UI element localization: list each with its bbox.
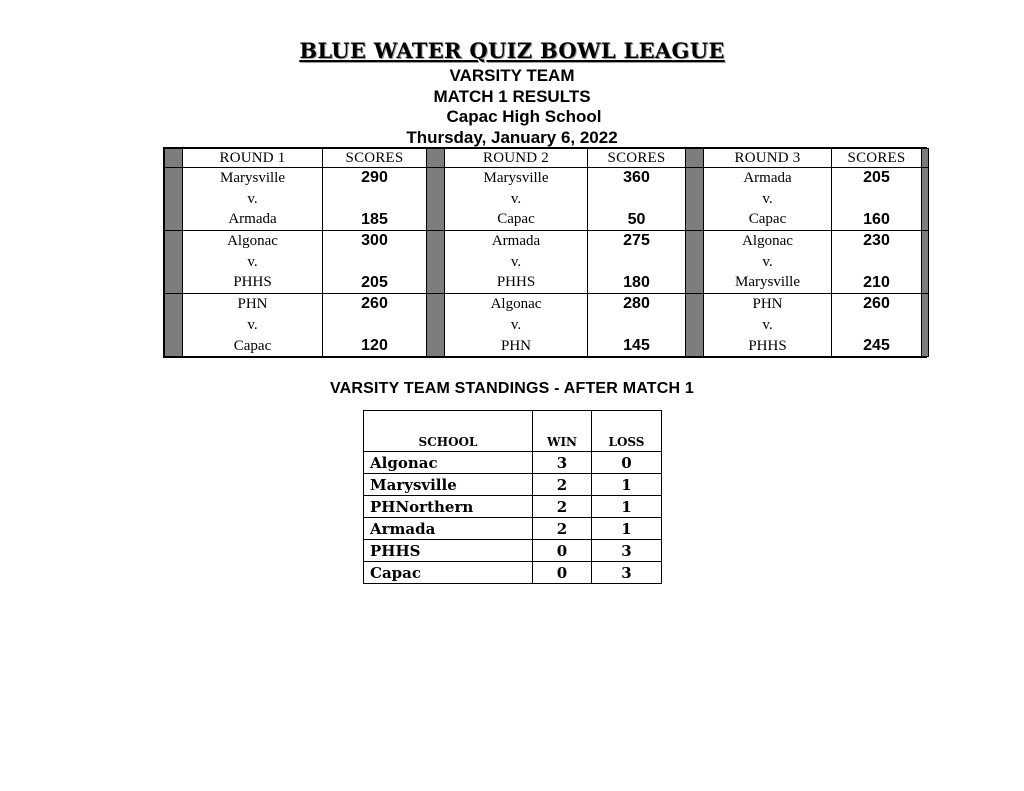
versus-label: v. bbox=[247, 190, 258, 207]
results-row bbox=[165, 168, 929, 231]
round3-header: ROUND 3 bbox=[704, 149, 832, 168]
score-cell bbox=[588, 168, 686, 231]
league-title: BLUE WATER QUIZ BOWL LEAGUE bbox=[299, 38, 725, 63]
gray-spacer bbox=[686, 231, 704, 294]
score-value: 230 bbox=[863, 232, 890, 250]
team-name: Armada bbox=[743, 170, 792, 186]
versus-label: v. bbox=[510, 316, 522, 333]
results-row bbox=[165, 294, 929, 357]
gray-spacer bbox=[427, 294, 445, 357]
score-cell bbox=[832, 168, 922, 231]
team-name: PHN bbox=[752, 296, 783, 313]
team-name: PHN bbox=[237, 296, 268, 313]
standings-row bbox=[364, 496, 662, 518]
standings-row bbox=[364, 474, 662, 496]
score-cell bbox=[832, 294, 922, 357]
team-name: Marysville bbox=[220, 170, 285, 186]
score-value: 185 bbox=[361, 211, 388, 229]
loss-count: 3 bbox=[592, 540, 662, 562]
versus-label: v. bbox=[510, 190, 522, 207]
score-value: 145 bbox=[623, 337, 650, 355]
loss-header: LOSS bbox=[592, 411, 662, 452]
gray-spacer bbox=[922, 168, 929, 231]
team-name: PHHS bbox=[748, 337, 787, 354]
gray-spacer bbox=[686, 149, 704, 168]
match-cell bbox=[183, 168, 323, 231]
win-count: 0 bbox=[533, 540, 592, 562]
score-value: 205 bbox=[863, 169, 890, 186]
loss-count: 1 bbox=[592, 518, 662, 540]
score-cell bbox=[588, 231, 686, 294]
score-cell bbox=[588, 294, 686, 357]
gray-spacer bbox=[922, 294, 929, 357]
score-value: 290 bbox=[361, 169, 388, 186]
win-count: 2 bbox=[533, 496, 592, 518]
team-name: Marysville bbox=[735, 274, 800, 291]
team-name: PHHS bbox=[233, 274, 272, 291]
gray-spacer bbox=[922, 149, 929, 168]
versus-label: v. bbox=[247, 253, 258, 270]
standings-row bbox=[364, 518, 662, 540]
standings-row bbox=[364, 452, 662, 474]
school-name: Capac bbox=[364, 562, 533, 584]
standings-table bbox=[363, 410, 661, 584]
versus-label: v. bbox=[762, 190, 773, 207]
team-name: Algonac bbox=[227, 233, 278, 250]
loss-count: 0 bbox=[592, 452, 662, 474]
school-name: Armada bbox=[364, 518, 533, 540]
standings-row bbox=[364, 540, 662, 562]
score-value: 120 bbox=[361, 337, 388, 355]
results-header-row bbox=[165, 149, 929, 168]
score-value: 260 bbox=[361, 295, 388, 313]
team-name: Marysville bbox=[483, 170, 549, 186]
scores-header: SCORES bbox=[323, 149, 427, 168]
match-cell bbox=[445, 231, 588, 294]
school-name: PHNorthern bbox=[364, 496, 533, 518]
scores-header: SCORES bbox=[832, 149, 922, 168]
team-subtitle: VARSITY TEAM bbox=[449, 66, 575, 85]
score-value: 245 bbox=[863, 337, 890, 355]
match-cell bbox=[183, 294, 323, 357]
gray-spacer bbox=[686, 168, 704, 231]
gray-spacer bbox=[165, 294, 183, 357]
win-count: 2 bbox=[533, 474, 592, 496]
score-cell bbox=[832, 231, 922, 294]
team-name: Armada bbox=[491, 233, 541, 250]
round2-header: ROUND 2 bbox=[445, 149, 588, 168]
match-cell bbox=[445, 168, 588, 231]
versus-label: v. bbox=[762, 253, 773, 270]
score-value: 275 bbox=[623, 232, 650, 250]
gray-spacer bbox=[165, 149, 183, 168]
gray-spacer bbox=[427, 231, 445, 294]
standings-header-row bbox=[364, 411, 662, 452]
versus-label: v. bbox=[510, 253, 522, 270]
match-results-table bbox=[163, 147, 927, 358]
gray-spacer bbox=[165, 168, 183, 231]
gray-spacer bbox=[922, 231, 929, 294]
loss-count: 1 bbox=[592, 496, 662, 518]
school-name: Marysville bbox=[364, 474, 533, 496]
team-name: Armada bbox=[228, 211, 277, 228]
team-name: PHN bbox=[500, 337, 531, 354]
team-name: Algonac bbox=[742, 233, 793, 250]
score-cell bbox=[323, 294, 427, 357]
score-value: 50 bbox=[627, 211, 646, 229]
round1-header: ROUND 1 bbox=[183, 149, 323, 168]
score-value: 160 bbox=[863, 211, 890, 229]
win-header: WIN bbox=[533, 411, 592, 452]
match-cell bbox=[704, 168, 832, 231]
gray-spacer bbox=[427, 168, 445, 231]
match-cell bbox=[183, 231, 323, 294]
standings-title: VARSITY TEAM STANDINGS - AFTER MATCH 1 bbox=[329, 380, 695, 397]
date-subtitle: Thursday, January 6, 2022 bbox=[406, 128, 618, 147]
school-name: PHHS bbox=[364, 540, 533, 562]
school-name: Algonac bbox=[364, 452, 533, 474]
score-value: 210 bbox=[863, 274, 890, 292]
gray-spacer bbox=[427, 149, 445, 168]
score-value: 180 bbox=[623, 274, 650, 292]
results-row bbox=[165, 231, 929, 294]
school-header: SCHOOL bbox=[364, 411, 533, 452]
scores-header: SCORES bbox=[588, 149, 686, 168]
team-name: Capac bbox=[748, 211, 787, 228]
team-name: Capac bbox=[233, 337, 272, 354]
score-cell bbox=[323, 231, 427, 294]
match-subtitle: MATCH 1 RESULTS bbox=[433, 87, 591, 106]
loss-count: 3 bbox=[592, 562, 662, 584]
score-value: 260 bbox=[863, 295, 890, 313]
versus-label: v. bbox=[762, 316, 773, 333]
match-cell bbox=[445, 294, 588, 357]
team-name: PHHS bbox=[496, 274, 536, 291]
score-value: 300 bbox=[361, 232, 388, 250]
score-value: 205 bbox=[361, 274, 388, 292]
standings-row bbox=[364, 562, 662, 584]
versus-label: v. bbox=[247, 316, 258, 333]
team-name: Algonac bbox=[490, 296, 542, 313]
team-name: Capac bbox=[497, 211, 535, 228]
score-value: 360 bbox=[623, 169, 650, 186]
match-cell bbox=[704, 231, 832, 294]
score-value: 280 bbox=[623, 295, 650, 313]
win-count: 3 bbox=[533, 452, 592, 474]
location-subtitle: Capac High School bbox=[446, 107, 602, 126]
win-count: 0 bbox=[533, 562, 592, 584]
gray-spacer bbox=[686, 294, 704, 357]
loss-count: 1 bbox=[592, 474, 662, 496]
win-count: 2 bbox=[533, 518, 592, 540]
match-cell bbox=[704, 294, 832, 357]
score-cell bbox=[323, 168, 427, 231]
gray-spacer bbox=[165, 231, 183, 294]
